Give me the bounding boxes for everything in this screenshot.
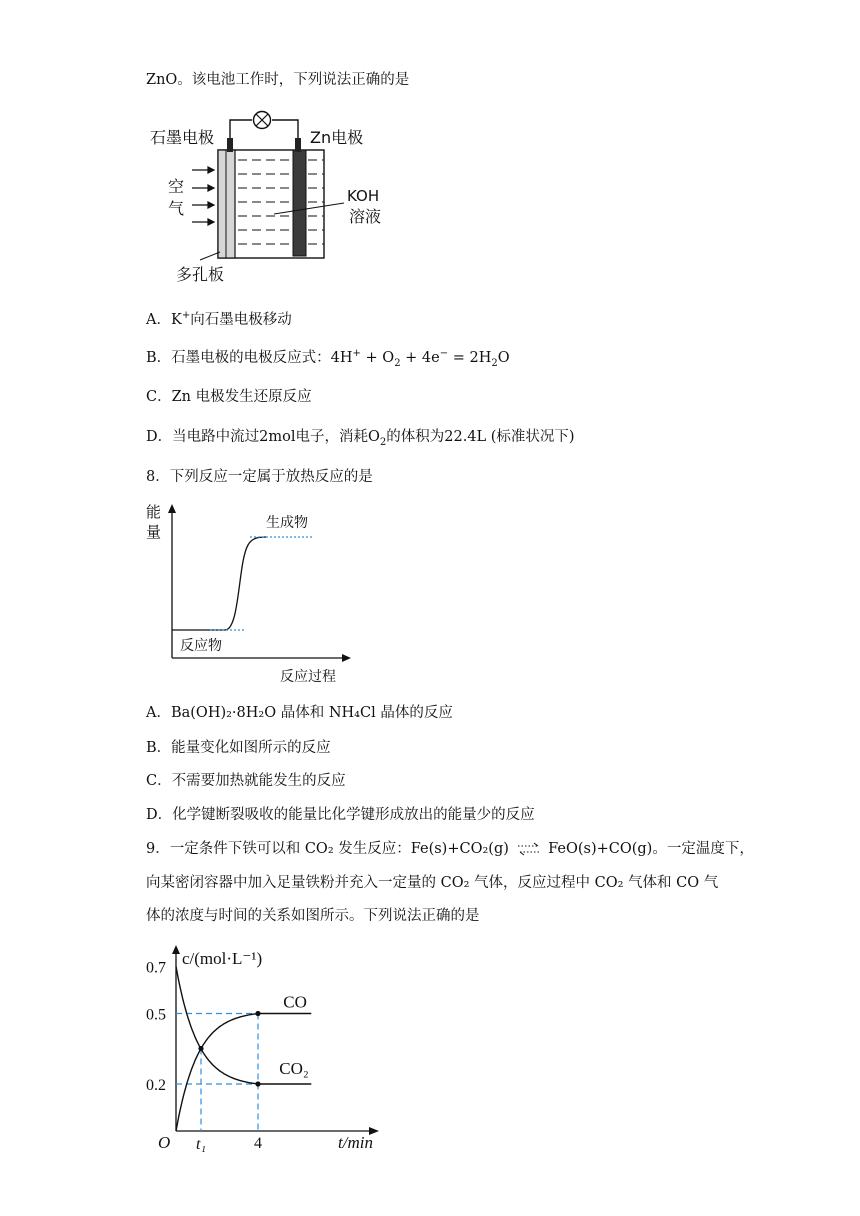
q7-option-b: B．石墨电极的电极反应式：$4H^+ + O_2 + 4e^- = 2H_2O$ <box>146 348 510 369</box>
battery-diagram <box>148 108 408 288</box>
q7-option-a: A．K+向石墨电极移动 <box>146 310 292 328</box>
reactant-label: 反应物 <box>180 638 222 654</box>
q9-line-2: 向某密闭容器中加入足量铁粉并充入一定量的 CO₂ 气体，反应过程中 CO₂ 气体和 CO 气 <box>146 875 719 891</box>
q8-option-a: A．Ba(OH)₂·8H₂O 晶体和 NH₄Cl 晶体的反应 <box>146 705 453 721</box>
y-tick-label-0-7: 0.7 <box>146 959 166 977</box>
q9-line-1: 9．一定条件下铁可以和 CO₂ 发生反应：Fe(s)+CO₂(g) FeO(s)+CO(g)。一定温度下， <box>146 841 754 857</box>
reversible-arrow-icon <box>514 841 544 857</box>
q7-option-d: D．当电路中流过2mol电子，消耗$O_2$的体积为22.4L (标准状况下) <box>146 429 575 448</box>
koh-label-2: 溶液 <box>349 207 382 226</box>
co-equilibrium-point <box>255 1011 260 1016</box>
y-axis-label: c/(mol·L⁻¹) <box>182 949 263 968</box>
air-label-1: 空 <box>168 177 185 196</box>
zn-electrode-label: Zn电极 <box>310 128 364 147</box>
air-label-2: 气 <box>168 199 185 218</box>
graphite-electrode <box>227 138 233 152</box>
q8-stem: 8．下列反应一定属于放热反应的是 <box>146 469 373 485</box>
origin-label: O <box>158 1133 171 1152</box>
co2-equilibrium-point <box>255 1081 260 1086</box>
q7-option-c: C．Zn 电极发生还原反应 <box>146 389 312 405</box>
x-tick-label-4: 4 <box>254 1135 262 1152</box>
q8-option-b: B．能量变化如图所示的反应 <box>146 740 331 756</box>
concentration-time-chart <box>140 938 400 1153</box>
x-axis-label: t/min <box>338 1133 373 1152</box>
q8-option-d: D．化学键断裂吸收的能量比化学键形成放出的能量少的反应 <box>146 807 535 823</box>
series-co2-label: CO₂ <box>279 1059 309 1078</box>
q8-option-c: C．不需要加热就能发生的反应 <box>146 773 346 789</box>
q9-line-3: 体的浓度与时间的关系如图所示。下列说法正确的是 <box>146 908 480 924</box>
energy-curve <box>172 537 266 630</box>
y-tick-label-0-5: 0.5 <box>146 1006 166 1024</box>
koh-label-1: KOH <box>347 187 380 205</box>
x-axis-label: 反应过程 <box>280 669 336 685</box>
porous-plate-label: 多孔板 <box>176 265 225 284</box>
y-axis-label-2: 量 <box>146 523 162 541</box>
guide-lines <box>176 1014 258 1132</box>
q7-intro-line: ZnO。该电池工作时，下列说法正确的是 <box>146 72 410 88</box>
intersection-point <box>198 1046 203 1051</box>
lamp-icon <box>254 112 271 129</box>
energy-diagram <box>140 500 360 690</box>
zn-electrode <box>293 150 306 256</box>
y-tick-label-0-2: 0.2 <box>146 1077 166 1094</box>
product-label: 生成物 <box>266 515 308 531</box>
series-co-label: CO <box>283 992 307 1012</box>
graphite-electrode-label: 石墨电极 <box>150 128 215 147</box>
y-axis-label-1: 能 <box>146 503 162 521</box>
x-tick-label-t1: t₁ <box>196 1136 207 1153</box>
air-arrows-icon <box>192 167 214 225</box>
